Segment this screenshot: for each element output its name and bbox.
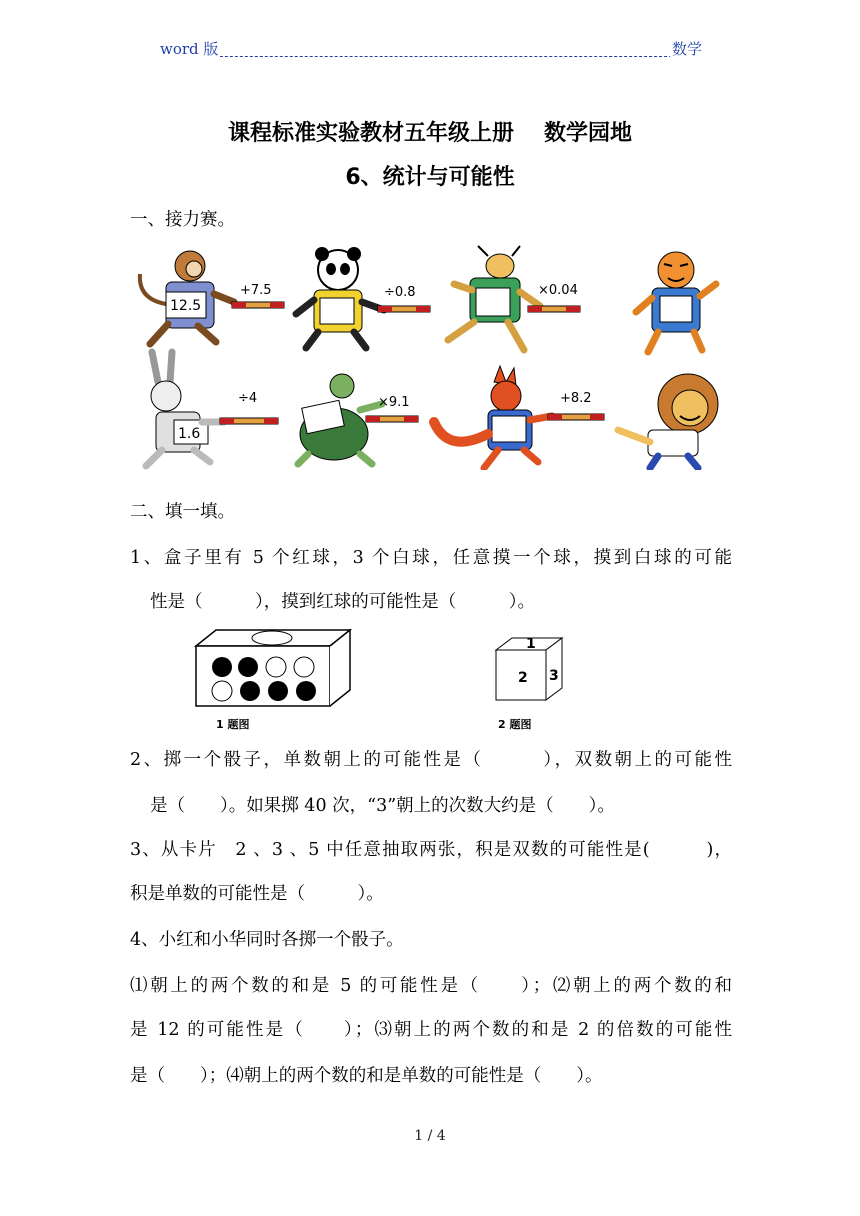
q1-line-2: 性是（ ），摸到红球的可能性是（ ）。 — [150, 592, 535, 612]
relay-start-value-row1: 12.5 — [170, 298, 202, 314]
baton-1 — [232, 283, 284, 308]
relay-op-2: ÷0.8 — [384, 285, 416, 300]
section-1-heading: 一、接力赛。 — [130, 210, 235, 230]
q2-line-2: 是（ ）。如果掷 40 次，“3”朝上的次数大约是（ ）。 — [150, 796, 615, 816]
q1-line-1: 1、盒子里有 5 个红球，3 个白球，任意摸一个球，摸到白球的可能 — [130, 548, 732, 568]
runner-tiger — [636, 252, 716, 352]
die-figure — [496, 636, 562, 700]
title-part-a: 课程标准实验教材五年级上册 — [227, 121, 514, 146]
document-subtitle: 6、统计与可能性 — [345, 165, 515, 190]
q2-line-1: 2、掷一个骰子，单数朝上的可能性是（ ），双数朝上的可能性 — [130, 750, 732, 770]
q3-line-2: 积是单数的可能性是（ ）。 — [130, 884, 384, 904]
relay-start-value-row2: 1.6 — [178, 426, 201, 442]
runner-panda — [296, 247, 384, 348]
figure-2-label: 2 题图 — [498, 718, 532, 731]
relay-op-1: +7.5 — [240, 283, 272, 298]
relay-race-illustration — [128, 244, 734, 470]
die-face-top: 1 — [526, 636, 536, 652]
runner-rabbit — [146, 352, 224, 466]
q4-line-4: 是（ ）；⑷朝上的两个数的和是单数的可能性是（ ）。 — [130, 1066, 603, 1086]
header-left-label: word 版 — [160, 40, 219, 58]
baton-6 — [548, 391, 604, 420]
relay-op-3: ×0.04 — [538, 283, 578, 298]
q4-line-2: ⑴朝上的两个数的和是 5 的可能性是（ ）；⑵朝上的两个数的和 — [130, 976, 732, 996]
ball-box-figure — [196, 630, 350, 706]
title-part-b: 数学园地 — [544, 121, 633, 146]
header-right-label: 数学 — [671, 40, 702, 58]
runner-monkey — [140, 251, 234, 344]
die-face-side: 3 — [549, 668, 559, 684]
section-2-heading: 二、填一填。 — [130, 502, 235, 522]
q4-line-3: 是 12 的可能性是（ ）；⑶朝上的两个数的和是 2 的倍数的可能性 — [130, 1020, 732, 1040]
page-number: 1 / 4 — [414, 1128, 446, 1144]
header-dashed-rule — [160, 56, 702, 57]
q4-line-1: 4、小红和小华同时各掷一个骰子。 — [130, 930, 404, 950]
relay-op-4: ÷4 — [238, 391, 258, 406]
die-face-front: 2 — [518, 670, 528, 686]
runner-cheetah — [448, 246, 540, 350]
document-title — [0, 116, 860, 147]
figure-1-label: 1 题图 — [216, 718, 250, 731]
runner-lion — [618, 374, 718, 468]
relay-op-5: ×9.1 — [378, 395, 410, 410]
q3-line-1: 3、从卡片 2 、3 、5 中任意抽取两张，积是双数的可能性是( )， — [130, 840, 732, 860]
runner-fox — [434, 366, 552, 468]
baton-3 — [528, 283, 580, 312]
baton-4 — [220, 391, 278, 424]
relay-op-6: +8.2 — [560, 391, 592, 406]
page-header — [160, 38, 702, 60]
baton-2 — [378, 285, 430, 312]
